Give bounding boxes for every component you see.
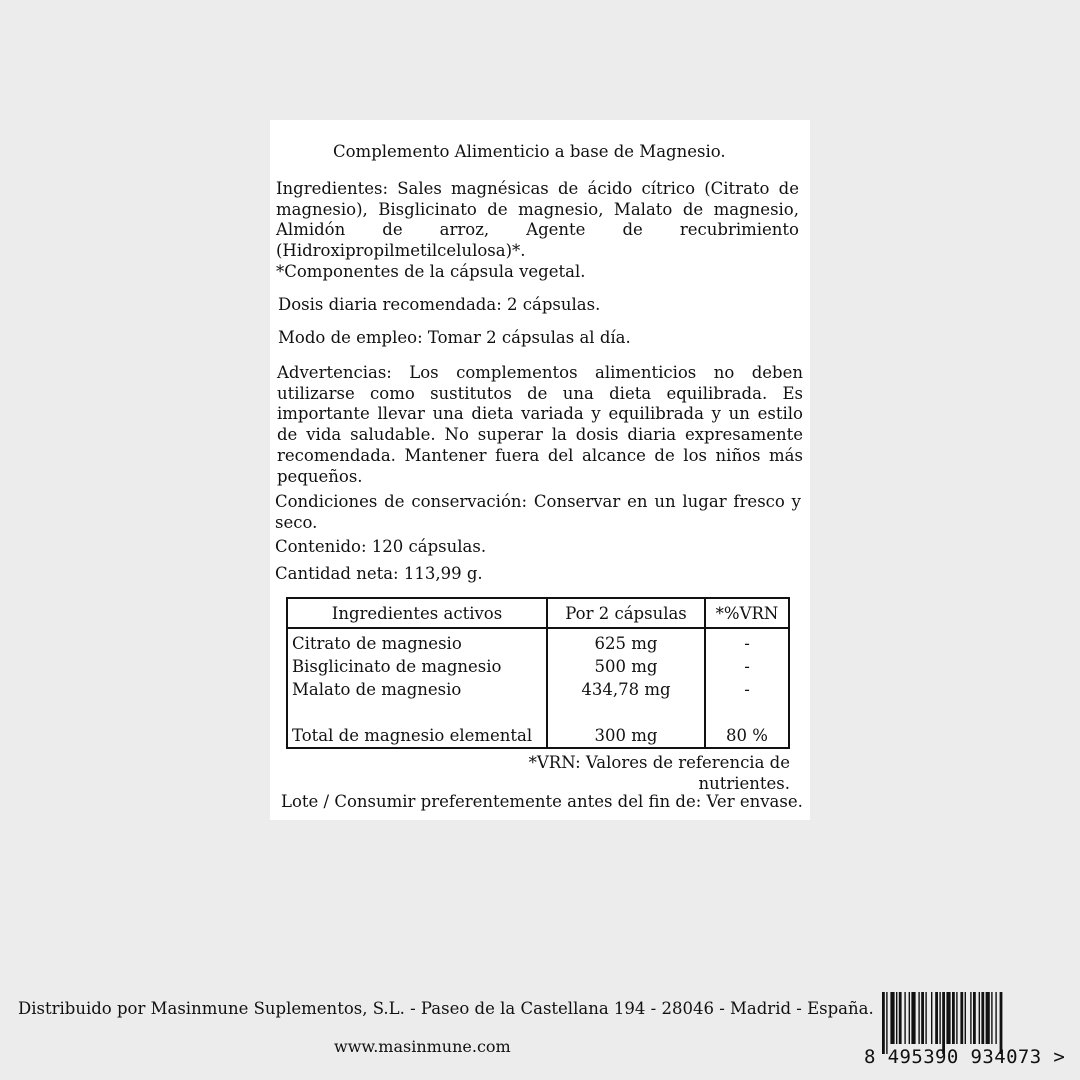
barcode-bar — [965, 992, 966, 1044]
ingredient-name — [287, 701, 547, 724]
barcode-digits: 8 495390 934073 > — [864, 1046, 1066, 1068]
barcode-bar — [960, 992, 963, 1044]
ingredient-vrn — [705, 701, 789, 724]
column-header: Ingredientes activos — [287, 598, 547, 628]
ingredient-name: Total de magnesio elemental — [287, 724, 547, 748]
ingredient-name: Malato de magnesio — [287, 678, 547, 701]
nutrition-table — [286, 597, 790, 749]
storage-text: Condiciones de conservación: Conservar en un lugar fresco y seco. — [275, 492, 801, 532]
ingredient-vrn: - — [705, 678, 789, 701]
barcode-bar — [918, 992, 919, 1044]
product-heading: Complemento Alimenticio a base de Magnesio. — [333, 142, 726, 161]
ingredient-vrn: 80 % — [705, 724, 789, 748]
barcode-bar — [952, 992, 955, 1044]
ingredient-name: Bisglicinato de magnesio — [287, 655, 547, 678]
barcode-bar — [956, 992, 957, 1044]
column-header: Por 2 cápsulas — [547, 598, 705, 628]
barcode-bar — [911, 992, 915, 1044]
ingredient-amount: 500 mg — [547, 655, 705, 678]
barcode-bar — [946, 992, 950, 1044]
barcode-bar — [904, 992, 905, 1044]
barcode-bar — [939, 992, 940, 1044]
barcode-bar — [931, 992, 932, 1044]
barcode-bar — [909, 992, 910, 1044]
ingredient-amount: 434,78 mg — [547, 678, 705, 701]
content-text: Contenido: 120 cápsulas. — [275, 537, 487, 556]
capsule-note: *Componentes de la cápsula vegetal. — [276, 262, 586, 281]
vrn-note: *VRN: Valores de referencia de nutrientes. — [528, 753, 790, 793]
warnings-text: Advertencias: Los complementos alimenticios no deben utilizarse como sustitutos de una dieta equilibrada. Es importante llevar una dieta variada y equilibrada y un estilo de vida saludable. No superar la dosis diaria expresamente recomendada. Mantener fuera del alcance de los niños más pequeños. — [277, 363, 803, 486]
barcode-bar — [899, 992, 902, 1044]
usage-text: Modo de empleo: Tomar 2 cápsulas al día. — [278, 328, 631, 347]
table-row — [287, 678, 789, 701]
barcode-bar — [1000, 992, 1003, 1054]
table-row — [287, 701, 789, 724]
ingredient-vrn: - — [705, 628, 789, 655]
barcode-bar — [973, 992, 976, 1044]
table-row — [287, 628, 789, 655]
table-row-total — [287, 724, 789, 748]
barcode-bar — [986, 992, 990, 1044]
barcode-bar — [979, 992, 980, 1044]
barcode-bar — [942, 992, 945, 1054]
barcode-bar — [890, 992, 894, 1044]
barcode-bar — [991, 992, 992, 1044]
table-header-row — [287, 598, 789, 628]
barcode-bar — [970, 992, 971, 1044]
website-text: www.masinmune.com — [334, 1037, 511, 1056]
table-row — [287, 655, 789, 678]
column-header: *%VRN — [705, 598, 789, 628]
ingredient-amount: 625 mg — [547, 628, 705, 655]
net-quantity-text: Cantidad neta: 113,99 g. — [275, 564, 483, 583]
barcode-bar — [981, 992, 984, 1044]
barcode-bar — [882, 992, 885, 1054]
product-label-panel — [270, 120, 810, 820]
ingredient-amount — [547, 701, 705, 724]
ingredient-name: Citrato de magnesio — [287, 628, 547, 655]
dose-text: Dosis diaria recomendada: 2 cápsulas. — [278, 295, 601, 314]
lot-text: Lote / Consumir preferentemente antes del fin de: Ver envase. — [281, 792, 803, 811]
ingredient-amount: 300 mg — [547, 724, 705, 748]
ingredients-text: Ingredientes: Sales magnésicas de ácido cítrico (Citrato de magnesio), Bisglicinato de magnesio, Malato de magnesio, Almidón de arroz, Agente de recubrimiento (Hidroxipropilmetilcelulosa)*. — [276, 179, 799, 261]
ingredient-vrn: - — [705, 655, 789, 678]
barcode-bar — [886, 992, 887, 1054]
barcode-bar — [896, 992, 897, 1044]
barcode-bar — [921, 992, 924, 1044]
barcode-bar — [935, 992, 938, 1044]
barcode-bar — [995, 992, 996, 1044]
distributor-text: Distribuido por Masinmune Suplementos, S.L. - Paseo de la Castellana 194 - 28046 - Madrid - España. — [18, 999, 874, 1018]
barcode-bar — [925, 992, 926, 1044]
